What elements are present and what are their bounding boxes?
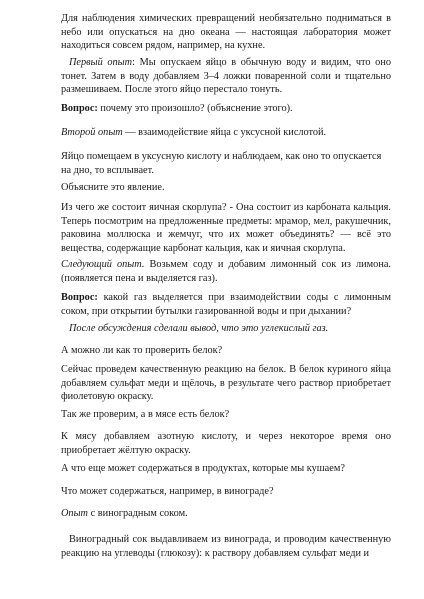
second-experiment-text: — взаимодействие яйца с уксусной кислотой. [122,127,327,138]
paragraph-eggshell: Из чего же состоит яичная скорлупа? - Она состоит из карбоната кальция. Теперь посмотрим на предложенные предметы: мрамор, мел, ракушечник, раковина моллюска и жемчуг, что их может объединять? — всё это вещества, содержащие карбонат кальция, как и яичная скорлупа. [61,202,391,254]
paragraph-protein-question: А можно ли как то проверить белок? [61,345,223,356]
paragraph-second-experiment [61,126,391,140]
question-2-text: какой газ выделяется при взаимодействии соды с лимонным соком, при открытии бутылки газированной воды и при дыхании? [61,292,391,317]
conclusion-text: После обсуждения сделали вывод, что это углекислый газ. [69,323,329,334]
paragraph-meat-reaction: К мясу добавляем азотную кислоту, и через некоторое время оно приобретает жёлтую окраску. [61,431,391,456]
paragraph-egg-in-acid: Яйцо помещаем в уксусную кислоту и наблюдаем, как оно то опускается на дно, то всплывает. [61,151,382,176]
question-1-lead: Вопрос: [61,103,98,114]
second-experiment-lead: Второй опыт [61,127,123,138]
question-2-lead: Вопрос: [61,292,98,303]
paragraph-next-experiment [61,258,391,285]
paragraph-conclusion [61,322,391,336]
paragraph-meat-question: Так же проверим, а в мясе есть белок? [61,409,230,420]
grape-experiment-text: с виноградным соком. [88,508,188,519]
paragraph-grape-experiment [61,507,391,521]
paragraph-grape-juice: Виноградный сок выдавливаем из винограда, и проводим качественную реакцию на углеводы (глюкозу): к раствору добавляем сульфат меди и [61,534,391,559]
next-experiment-text: Возьмем соду и добавим лимонный сок из лимона. (появляется пена и выделяется газ). [61,259,391,284]
paragraph-intro: Для наблюдения химических превращений необязательно подниматься в небо или опускаться на дно океана — настоящая лаборатория может находиться совсем рядом, например, на кухне. [61,13,391,52]
paragraph-grape-question: Что может содержаться, например, в винограде? [61,486,274,497]
paragraph-protein-reaction: Сейчас проведем качественную реакцию на белок. В белок куриного яйца добавляем сульфат меди и щёлочь, в результате чего раствор приобретает фиолетовую окраску. [61,364,391,403]
paragraph-food-question: А что еще может содержаться в продуктах, которые мы кушаем? [61,463,345,474]
question-1-text: почему это произошло? (объяснение этого). [97,103,293,114]
first-experiment-lead: Первый опыт [69,57,133,68]
paragraph-question-1 [61,102,391,116]
paragraph-explain: Объясните это явление. [61,182,165,193]
paragraph-question-2 [61,291,391,318]
grape-experiment-lead: Опыт [61,508,88,519]
first-experiment-text: : Мы опускаем яйцо в обычную воду и видим, что оно тонет. Затем в воду добавляем 3–4 ложки поваренной соли и тщательно размешиваем. После этого яйцо перестало тонуть. [61,57,391,96]
next-experiment-lead: Следующий опыт. [61,259,145,270]
paragraph-first-experiment [61,56,391,97]
